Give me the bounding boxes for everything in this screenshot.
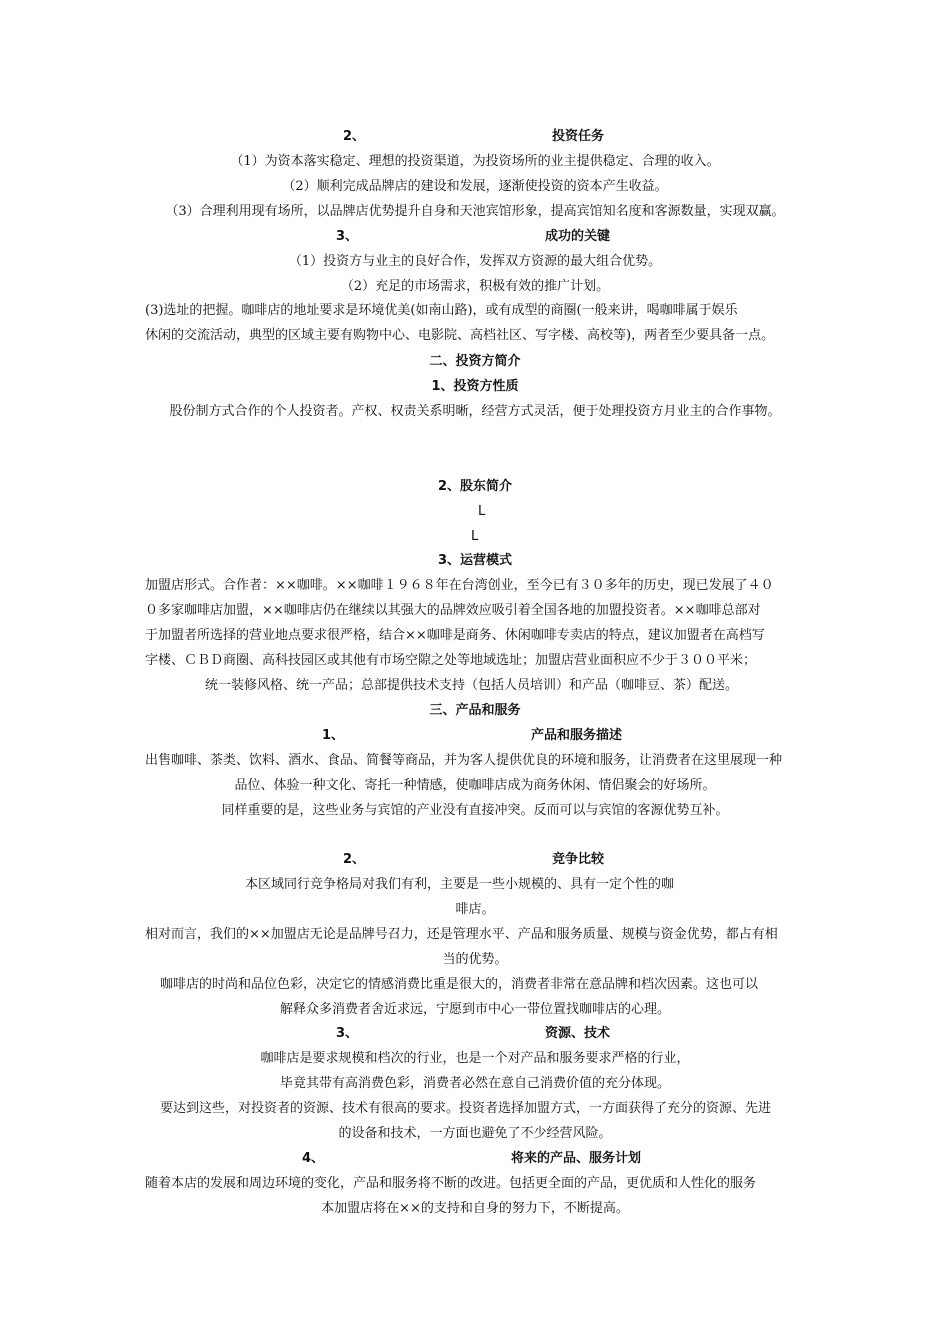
paragraph: 当的优势。 xyxy=(442,952,508,967)
placeholder-mark: L xyxy=(478,504,486,519)
paragraph: 本区域同行竞争格局对我们有利，主要是一些小规模的、具有一定个性的咖 xyxy=(245,877,675,892)
paragraph: 咖啡店是要求规模和档次的行业，也是一个对产品和服务要求严格的行业， xyxy=(260,1051,690,1066)
section-number: 2、 xyxy=(343,852,366,867)
paragraph: （1）为资本落实稳定、理想的投资渠道，为投资场所的业主提供稳定、合理的收入。 xyxy=(230,154,720,169)
section-title: 竞争比较 xyxy=(552,852,605,867)
section-number: 3、 xyxy=(336,1026,359,1041)
paragraph: 毕竟其带有高消费色彩，消费者必然在意自己消费价值的充分体现。 xyxy=(279,1076,670,1091)
paragraph: 相对而言，我们的××加盟店无论是品牌号召力，还是管理水平、产品和服务质量、规模与资金优势，都占有相 xyxy=(145,927,778,942)
section-number: 1、 xyxy=(322,728,345,743)
paragraph: （2）充足的市场需求，积极有效的推广计划。 xyxy=(340,279,610,294)
paragraph: 统一装修风格、统一产品；总部提供技术支持（包括人员培训）和产品（咖啡豆、茶）配送。 xyxy=(205,678,739,693)
paragraph: 同样重要的是，这些业务与宾馆的产业没有直接冲突。反而可以与宾馆的客源优势互补。 xyxy=(221,803,729,818)
paragraph: 品位、体验一种文化、寄托一种情感，使咖啡店成为商务休闲、情侣聚会的好场所。 xyxy=(234,778,716,793)
section-title: 将来的产品、服务计划 xyxy=(511,1151,642,1166)
chapter-heading: 二、投资方简介 xyxy=(429,354,521,369)
paragraph: 于加盟者所选择的营业地点要求很严格，结合××咖啡是商务、休闲咖啡专卖店的特点，建议加盟者在高档写 xyxy=(145,628,765,643)
paragraph: 随着本店的发展和周边环境的变化，产品和服务将不断的改进。包括更全面的产品，更优质和人性化的服务 xyxy=(145,1176,757,1191)
section-number: 4、 xyxy=(302,1151,325,1166)
section-number: 2、 xyxy=(343,129,366,144)
section-title: 投资任务 xyxy=(552,129,605,144)
paragraph: ０多家咖啡店加盟，××咖啡店仍在继续以其强大的品牌效应吸引着全国各地的加盟投资者。××咖啡总部对 xyxy=(145,603,761,618)
subsection-title: 1、投资方性质 xyxy=(431,379,519,394)
paragraph: 的设备和技术，一方面也避免了不少经营风险。 xyxy=(338,1126,612,1141)
paragraph: 啡店。 xyxy=(455,902,495,917)
subsection-title: 3、运营模式 xyxy=(437,553,513,568)
section-title: 成功的关键 xyxy=(545,229,611,244)
paragraph: (3)选址的把握。咖啡店的地址要求是环境优美(如南山路)，或有成型的商圈(一般来讲，喝咖啡属于娱乐 xyxy=(145,303,738,318)
paragraph: 解释众多消费者舍近求远，宁愿到市中心一带位置找咖啡店的心理。 xyxy=(279,1002,670,1017)
paragraph: 股份制方式合作的个人投资者。产权、权责关系明晰，经营方式灵活，便于处理投资方月业主的合作事物。 xyxy=(169,404,781,419)
paragraph: 出售咖啡、茶类、饮料、酒水、食品、简餐等商品，并为客人提供优良的环境和服务，让消费者在这里展现一种 xyxy=(145,753,783,768)
subsection-title: 2、股东简介 xyxy=(437,479,513,494)
paragraph: 咖啡店的时尚和品位色彩，决定它的情感消费比重是很大的，消费者非常在意品牌和档次因素。这也可以 xyxy=(160,977,759,992)
paragraph: （1）投资方与业主的良好合作，发挥双方资源的最大组合优势。 xyxy=(288,254,662,269)
paragraph: 本加盟店将在××的支持和自身的努力下，不断提高。 xyxy=(321,1201,629,1216)
paragraph: 字楼、ＣＢＤ商圈、高科技园区或其他有市场空隙之处等地域选址；加盟店营业面积应不少于３００平米； xyxy=(145,653,757,668)
section-title: 产品和服务描述 xyxy=(531,728,623,743)
chapter-heading: 三、产品和服务 xyxy=(429,703,521,718)
paragraph: （3）合理利用现有场所，以品牌店优势提升自身和天池宾馆形象，提高宾馆知名度和客源数量，实现双赢。 xyxy=(165,204,785,219)
paragraph: （2）顺利完成品牌店的建设和发展，逐渐使投资的资本产生收益。 xyxy=(282,179,668,194)
section-title: 资源、技术 xyxy=(545,1026,611,1041)
section-number: 3、 xyxy=(336,229,359,244)
paragraph: 加盟店形式。合作者：××咖啡。××咖啡１９６８年在台湾创业，至今已有３０多年的历史，现已发展了４０ xyxy=(145,578,774,593)
paragraph: 休闲的交流活动，典型的区域主要有购物中心、电影院、高档社区、写字楼、高校等)，两者至少要具备一点。 xyxy=(145,328,775,343)
placeholder-mark: L xyxy=(471,529,479,544)
paragraph: 要达到这些，对投资者的资源、技术有很高的要求。投资者选择加盟方式，一方面获得了充分的资源、先进 xyxy=(160,1101,772,1116)
